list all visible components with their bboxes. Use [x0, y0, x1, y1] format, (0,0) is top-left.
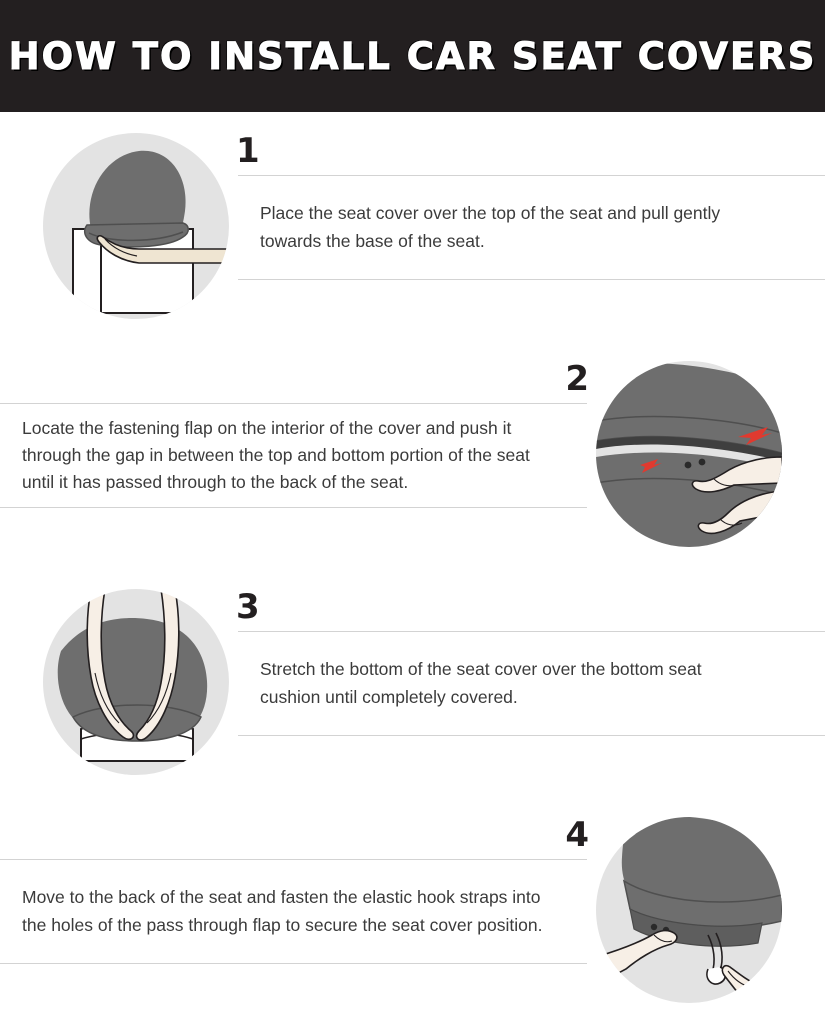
seat-cover-over-top-icon	[43, 133, 229, 319]
step-2-textbox	[0, 403, 587, 508]
step-1-number: 1	[236, 131, 260, 171]
fastening-flap-push-icon	[596, 361, 782, 547]
step-4-illustration	[596, 817, 782, 1003]
step-3-number: 3	[236, 587, 260, 627]
step-1-textbox	[238, 175, 825, 280]
steps-container	[0, 112, 825, 1024]
step-2-text: Locate the fastening flap on the interior of the cover and push it through the gap in between the top and bottom portion of the seat until it has passed through to the back of the seat.	[22, 417, 530, 493]
stretch-bottom-cushion-icon	[43, 589, 229, 775]
step-4-text: Move to the back of the seat and fasten the elastic hook straps into the holes of the pass through flap to secure the seat cover position.	[22, 887, 543, 935]
step-1	[0, 112, 825, 340]
fasten-elastic-hook-straps-icon	[596, 817, 782, 1003]
step-2-number: 2	[565, 359, 589, 399]
step-3-text: Stretch the bottom of the seat cover over the bottom seat cushion until completely covered.	[260, 659, 702, 707]
step-3-textbox	[238, 631, 825, 736]
page-title: HOW TO INSTALL CAR SEAT COVERS	[8, 34, 817, 78]
step-4-textbox	[0, 859, 587, 964]
step-1-text: Place the seat cover over the top of the seat and pull gently towards the base of the seat.	[260, 203, 721, 251]
step-1-illustration	[43, 133, 229, 319]
step-3	[0, 568, 825, 796]
page-header	[0, 0, 825, 112]
step-2	[0, 340, 825, 568]
step-4-number: 4	[565, 815, 589, 855]
step-3-illustration	[43, 589, 229, 775]
step-4	[0, 796, 825, 1024]
step-2-illustration	[596, 361, 782, 547]
